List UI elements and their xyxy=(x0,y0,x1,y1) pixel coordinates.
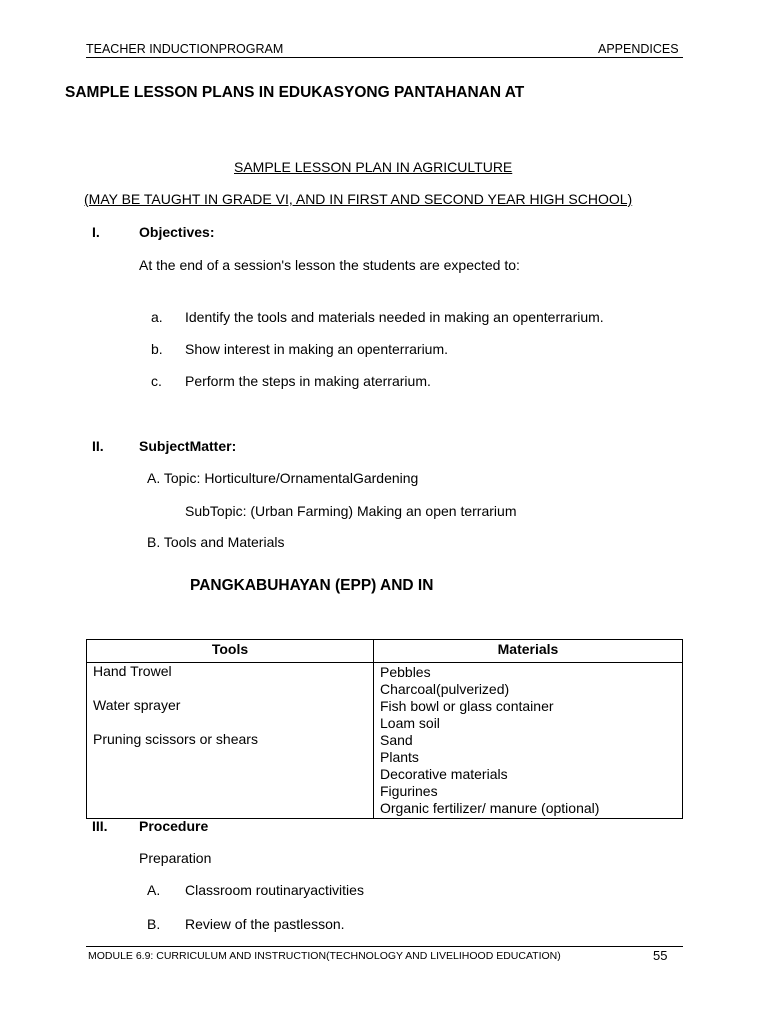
objective-item-b: Show interest in making an openterrarium. xyxy=(185,341,449,357)
subject-topic: A. Topic: Horticulture/OrnamentalGardening xyxy=(147,470,419,486)
material-item: Plants xyxy=(380,749,419,765)
procedure-heading: Procedure xyxy=(139,818,209,834)
page-title: SAMPLE LESSON PLANS IN EDUKASYONG PANTAHANAN AT xyxy=(65,84,525,101)
material-item: Loam soil xyxy=(380,715,440,731)
lesson-subtitle: SAMPLE LESSON PLAN IN AGRICULTURE xyxy=(234,159,513,175)
objective-letter-b: b. xyxy=(151,341,163,357)
procedure-letter-a: A. xyxy=(147,882,161,898)
grade-note: (MAY BE TAUGHT IN GRADE VI, AND IN FIRST AND SECOND YEAR HIGH SCHOOL) xyxy=(84,191,633,207)
tools-materials-label: B. Tools and Materials xyxy=(147,534,285,550)
footer-rule xyxy=(86,946,683,947)
tool-item: Water sprayer xyxy=(93,697,181,713)
tool-item: Pruning scissors or shears xyxy=(93,731,258,747)
tools-materials-table xyxy=(86,639,683,819)
material-item: Decorative materials xyxy=(380,766,508,782)
objective-item-a: Identify the tools and materials needed in making an openterrarium. xyxy=(185,309,604,325)
objectives-intro: At the end of a session's lesson the students are expected to: xyxy=(139,257,520,273)
tool-item: Hand Trowel xyxy=(93,663,172,679)
materials-cell xyxy=(374,663,683,819)
procedure-item-a: Classroom routinaryactivities xyxy=(185,882,364,898)
procedure-number: III. xyxy=(92,818,108,834)
procedure-letter-b: B. xyxy=(147,916,161,932)
subject-subtopic: SubTopic: (Urban Farming) Making an open terrarium xyxy=(185,503,517,519)
tools-cell xyxy=(87,663,374,819)
objective-letter-c: c. xyxy=(151,373,162,389)
material-item: Pebbles xyxy=(380,664,431,680)
header-left: TEACHER INDUCTIONPROGRAM xyxy=(86,42,284,56)
material-item: Charcoal(pulverized) xyxy=(380,681,510,697)
material-item: Fish bowl or glass container xyxy=(380,698,554,714)
header-rule xyxy=(86,57,683,58)
table-header-row xyxy=(87,640,683,663)
material-item: Figurines xyxy=(380,783,438,799)
header-right: APPENDICES xyxy=(598,42,679,56)
tools-column-header: Tools xyxy=(87,640,374,663)
objectives-heading: Objectives: xyxy=(139,224,215,240)
subject-heading: SubjectMatter: xyxy=(139,438,237,454)
subject-number: II. xyxy=(92,438,104,454)
continuation-heading: PANGKABUHAYAN (EPP) AND IN xyxy=(190,577,434,594)
procedure-preparation: Preparation xyxy=(139,850,212,866)
objective-letter-a: a. xyxy=(151,309,163,325)
footer-module: MODULE 6.9: CURRICULUM AND INSTRUCTION(TECHNOLOGY AND LIVELIHOOD EDUCATION) xyxy=(88,950,561,962)
material-item: Sand xyxy=(380,732,413,748)
page-number: 55 xyxy=(653,948,668,963)
material-item: Organic fertilizer/ manure (optional) xyxy=(380,800,600,816)
table-row xyxy=(87,663,683,819)
procedure-item-b: Review of the pastlesson. xyxy=(185,916,345,932)
objectives-number: I. xyxy=(92,224,100,240)
materials-column-header: Materials xyxy=(374,640,683,663)
objective-item-c: Perform the steps in making aterrarium. xyxy=(185,373,431,389)
